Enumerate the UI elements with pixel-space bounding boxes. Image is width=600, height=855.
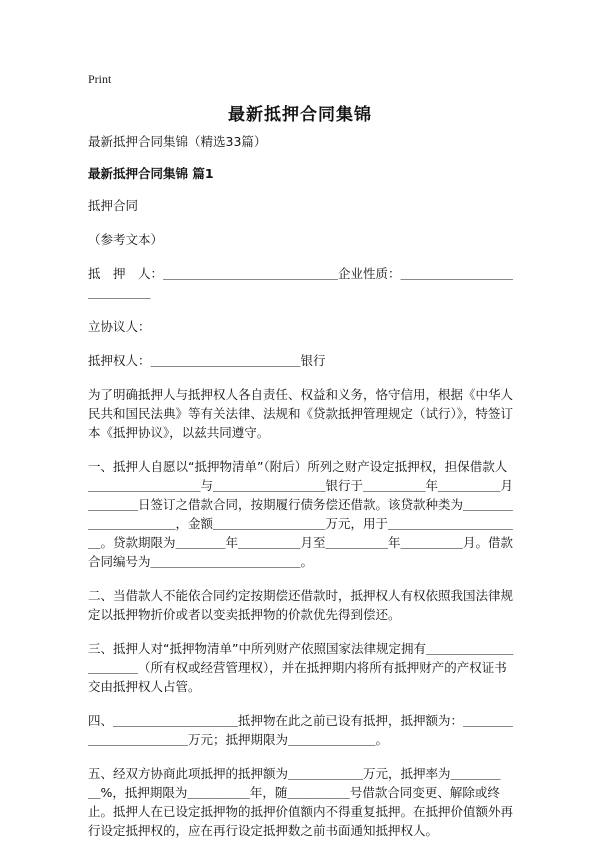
mortgagor-line: 抵 押 人：＿＿＿＿＿＿＿＿＿＿＿＿＿＿企业性质：＿＿＿＿＿＿＿＿＿＿＿＿＿＿ xyxy=(88,266,514,300)
paragraph-preamble: 为了明确抵押人与抵押权人各自责任、权益和义务，恪守信用，根据《中华人民共和国民法典》等有关法律、法规和《贷款抵押管理规定（试行）》，特签订本《抵押协议》，以兹共同遵守。 xyxy=(88,387,514,440)
document-subtitle: 最新抵押合同集锦（精选33篇） xyxy=(88,134,267,149)
agreement-party-line: 立协议人： xyxy=(88,319,151,334)
paragraph-clause-2: 二、当借款人不能依合同约定按期偿还借款时，抵押权人有权依照我国法律规定以抵押物折价或者以变卖抵押物的价款优先得到偿还。 xyxy=(88,588,514,622)
contract-name: 抵押合同 xyxy=(88,198,139,213)
mortgagee-line: 抵押权人：＿＿＿＿＿＿＿＿＿＿＿＿银行 xyxy=(88,353,326,368)
paragraph-clause-5: 五、经双方协商此项抵押的抵押额为＿＿＿＿＿＿万元，抵押率为＿＿＿＿＿%，抵押期限为＿＿＿＿＿年，随＿＿＿＿＿号借款合同变更、解除或终止。抵押人在已设定抵押物的抵押价值额内不得重复抵押。在抵押价值额外再行设定抵押权的，应在再行设定抵押数之前书面通知抵押权人。 xyxy=(88,766,514,838)
document-body xyxy=(88,132,518,855)
document-title: 最新抵押合同集锦 xyxy=(228,105,372,125)
paragraph-clause-3: 三、抵押人对“抵押物清单”中所列财产依照国家法律规定拥有＿＿＿＿＿＿＿＿＿＿＿（所有权或经营管理权），并在抵押期内将所有抵押财产的产权证书交由抵押权人占管。 xyxy=(88,641,514,694)
paragraph-clause-1: 一、抵押人自愿以“抵押物清单”（附后）所列之财产设定抵押权，担保借款人＿＿＿＿＿＿＿＿＿与＿＿＿＿＿＿＿＿＿银行于＿＿＿＿＿年＿＿＿＿＿月＿＿＿＿日签订之借款合同，按期履行债务偿还借款。该贷款种类为＿＿＿＿＿＿＿＿＿＿＿，金额＿＿＿＿＿＿＿＿＿万元，用于＿＿＿＿＿＿＿＿＿＿＿。贷款期限为＿＿＿＿年＿＿＿＿＿月至＿＿＿＿＿年＿＿＿＿＿月。借款合同编号为＿＿＿＿＿＿＿＿＿＿＿＿。 xyxy=(88,459,514,569)
paragraph-clause-4: 四、＿＿＿＿＿＿＿＿＿＿抵押物在此之前已设有抵押，抵押额为：＿＿＿＿＿＿＿＿＿＿＿＿万元；抵押期限为＿＿＿＿＿＿＿。 xyxy=(88,713,514,747)
print-label: Print xyxy=(88,72,112,86)
section-heading: 最新抵押合同集锦 篇1 xyxy=(88,166,214,181)
reference-note: （参考文本） xyxy=(88,232,164,247)
